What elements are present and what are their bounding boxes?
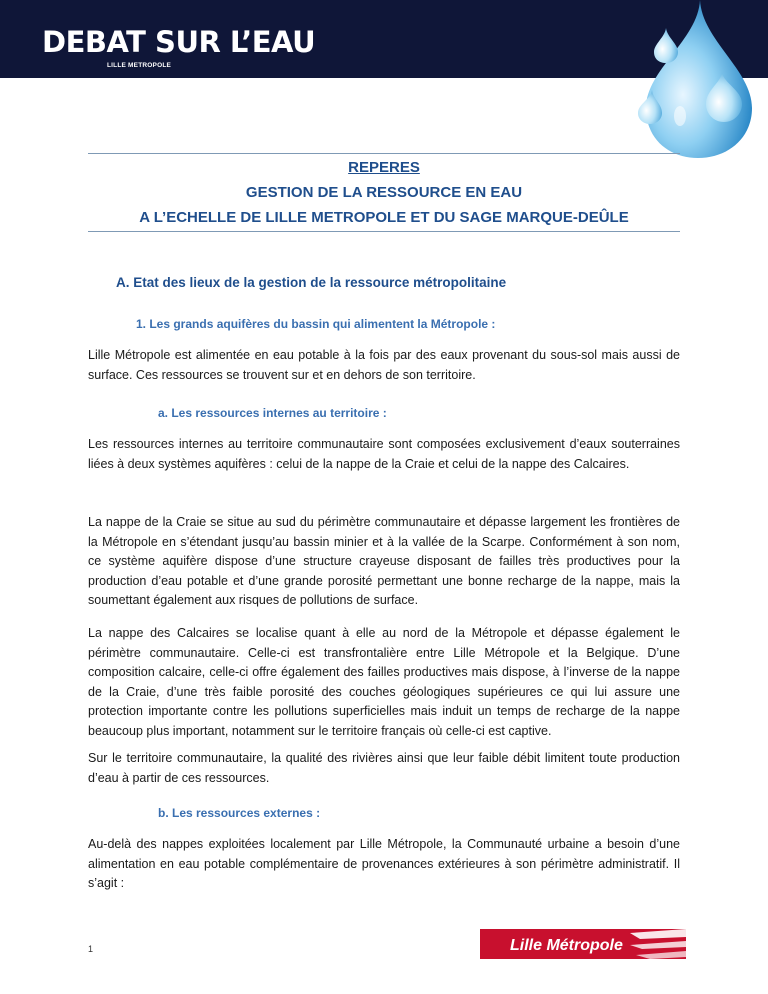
banner-subtitle: LILLE METROPOLE [107,62,172,69]
paragraph-nappe-craie: La nappe de la Craie se situe au sud du périmètre communautaire et dépasse largement les frontières de la Métropole en s’étendant jusqu’au bassin minier et à la vallée de la Scarpe. Conformément à son nom, ce système aquifère dispose d’une structure crayeuse disposant de failles très productives pour la production d’eau potable et d’une grande porosité permettant une bonne recharge de la nappe, mais la soumettant également aux risques de pollutions de surface. [88,515,680,607]
subsection-a-heading: a. Les ressources internes au territoire : [158,406,387,420]
lille-metropole-logo [480,929,686,959]
title-reperes: REPERES [348,159,420,176]
svg-text:Lille Métropole: Lille Métropole [510,937,623,954]
intro-paragraph: Lille Métropole est alimentée en eau potable à la fois par des eaux provenant du sous-sol mais aussi de surface. Ces ressources se trouvent sur et en dehors de son territoire. [88,348,680,382]
title-gestion: GESTION DE LA RESSOURCE EN EAU [245,184,523,201]
title-echelle: A L’ECHELLE DE LILLE METROPOLE ET DU SAGE MARQUE-DEÛLE [139,209,629,226]
paragraph-rivieres: Sur le territoire communautaire, la qualité des rivières ainsi que leur faible débit limitent toute production d’eau à partir de ces ressources. [88,751,680,785]
paragraph-ressources-externes: Au-delà des nappes exploitées localement par Lille Métropole, la Communauté urbaine a besoin d’une alimentation en eau potable complémentaire de provenances extérieures à son périmètre administratif. Il s’agit : [88,837,680,890]
paragraph-ressources-internes: Les ressources internes au territoire communautaire sont composées exclusivement d’eaux souterraines liées à deux systèmes aquifères : celui de la nappe de la Craie et celui de la nappe des Calcaires. [88,437,680,471]
banner-title: DEBAT SUR L’EAU [42,25,316,59]
page-number: 1 [88,944,94,954]
paragraph-nappe-calcaires: La nappe des Calcaires se localise quant à elle au nord de la Métropole et dépasse également le périmètre communautaire. Celle-ci est transfrontalière entre Lille Métropole et la Belgique. D’une composition calcaire, celle-ci offre également des failles productives mais dispose, à l’inverse de la nappe de la Craie, d’une très faible porosité des couches géologiques supérieures ce qui lui assure une protection importante contre les pollutions superficielles mais induit un temps de recharge de la nappe beaucoup plus important, notamment sur le territoire français où celle-ci est captive. [88,626,680,738]
water-drops-icon [628,0,768,160]
subsection-1-heading: 1. Les grands aquifères du bassin qui alimentent la Métropole : [136,317,496,331]
section-a-heading: A. Etat des lieux de la gestion de la ressource métropolitaine [116,275,507,290]
title-rule-top [88,153,680,154]
title-rule-bottom [88,231,680,232]
subsection-b-heading: b. Les ressources externes : [158,806,321,820]
